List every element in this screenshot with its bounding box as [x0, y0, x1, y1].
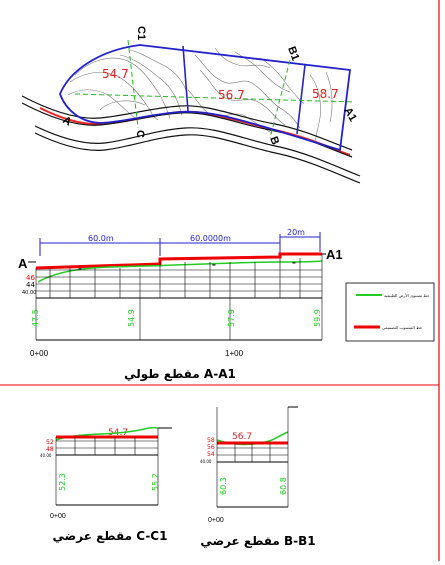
- elev-tick-1: 46: [26, 274, 35, 282]
- bb1-ground-level-1: 60.3: [219, 477, 228, 495]
- legend-box: [346, 283, 434, 341]
- caption-bb1: مقطع عرضي B-B1: [200, 534, 316, 548]
- bb1-ground-level-2: 60.8: [279, 477, 288, 495]
- bb1-chainage: 0+00: [208, 517, 224, 524]
- cc1-elev-1: 52: [46, 439, 54, 446]
- longitudinal-section: [18, 228, 343, 382]
- road-edge-lower: [35, 126, 360, 176]
- mark-a: A: [60, 114, 74, 129]
- design-mark-2: ▬: [212, 262, 216, 267]
- cc1-level-label: 54.7: [108, 428, 129, 438]
- ground-line: [38, 261, 322, 282]
- dim-label-1: 60.0m: [88, 234, 114, 243]
- cc1-grid: [56, 428, 158, 505]
- bb1-elev-2: 56: [207, 444, 215, 451]
- mark-b1: B1: [285, 44, 302, 63]
- dim-label-3: 20m: [287, 228, 305, 237]
- site-plan: [22, 26, 360, 183]
- dim-label-2: 60.0000m: [190, 234, 231, 243]
- cc1-ground-level-1: 52.3: [58, 473, 67, 491]
- legend-label-ground: خط مستوى الأرض الطبيعية: [384, 293, 430, 298]
- design-mark-3: ▬: [292, 260, 296, 265]
- mark-c1: C1: [135, 26, 147, 41]
- datum-label: 40.00: [22, 290, 37, 296]
- dimension-lines: [40, 232, 320, 256]
- mark-c: C: [134, 130, 146, 138]
- bb1-datum: 40.00: [200, 459, 212, 464]
- legend-label-design: خط المنسوب التصميمي: [382, 325, 423, 330]
- plot-level-1: 54.7: [102, 67, 129, 81]
- cc1-datum: 40.00: [40, 453, 52, 458]
- bb1-elev-1: 58: [207, 437, 215, 444]
- cross-section-cc1: [40, 428, 172, 543]
- bb1-level-label: 56.7: [232, 432, 253, 442]
- ground-level-1: 47.5: [31, 309, 40, 327]
- plot-level-3: 58.7: [312, 87, 339, 101]
- plot-divider-2: [297, 65, 305, 134]
- section-line-c: [128, 40, 138, 128]
- caption-cc1: مقطع عرضي C-C1: [52, 529, 168, 543]
- legend: [346, 283, 434, 341]
- ground-level-2: 54.9: [127, 309, 136, 327]
- cross-section-bb1: [200, 407, 316, 548]
- ground-level-3: 57.9: [227, 309, 236, 327]
- plot-level-2: 56.7: [218, 88, 245, 102]
- plot-divider-1: [183, 46, 188, 111]
- mark-a1: A1: [341, 105, 359, 124]
- chainage-1: 0+00: [30, 349, 49, 358]
- caption-longitudinal: مقطع طولي A-A1: [124, 367, 236, 381]
- cc1-elev-2: 48: [46, 446, 54, 453]
- mark-start: A: [18, 256, 28, 271]
- mark-end: A1: [326, 247, 343, 262]
- elev-tick-2: 44: [26, 281, 35, 289]
- chainage-2: 1+00: [225, 349, 244, 358]
- cc1-ground-level-2: 55.2: [151, 473, 160, 491]
- design-mark-1: ▬: [78, 266, 82, 271]
- bb1-elev-3: 54: [207, 451, 215, 458]
- cc1-chainage: 0+00: [50, 513, 66, 520]
- mark-b: B: [267, 134, 282, 147]
- ground-level-4: 59.9: [313, 309, 322, 327]
